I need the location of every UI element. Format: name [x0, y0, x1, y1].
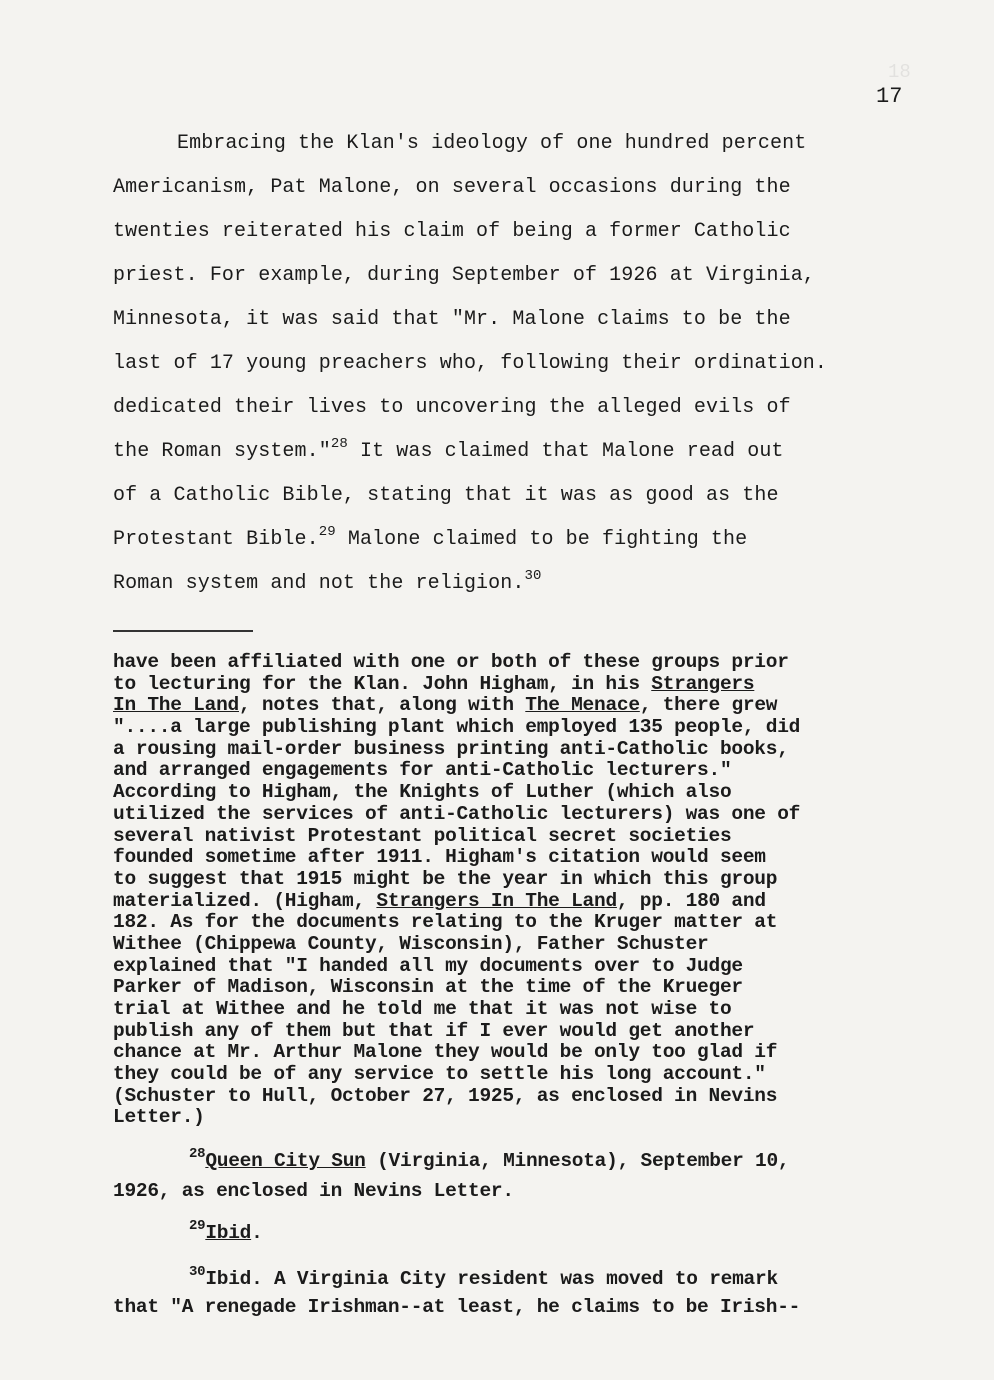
body-line	[113, 518, 883, 562]
footnote-text: Ibid	[205, 1222, 252, 1244]
body-line: of a Catholic Bible, stating that it was as good as the	[113, 484, 779, 507]
page-number: 17	[876, 84, 903, 109]
note-line: to suggest that 1915 might be the year in which this group	[113, 867, 778, 890]
note-line: 182. As for the documents relating to the Kruger matter at	[113, 911, 778, 934]
newspaper-title: Queen City Sun	[205, 1150, 366, 1172]
body-line	[113, 562, 883, 606]
footnote-number: 29	[189, 1218, 206, 1234]
footnote-number: 30	[189, 1264, 206, 1280]
note-line	[113, 695, 913, 717]
footnote-continuation	[113, 652, 913, 1129]
note-text: , there grew	[639, 694, 778, 717]
note-text: to lecturing for the Klan. John Higham, in his	[113, 672, 652, 695]
footnote-number: 28	[189, 1146, 206, 1162]
note-line: they could be of any service to settle his long account."	[113, 1063, 766, 1086]
body-line: Minnesota, it was said that "Mr. Malone claims to be the	[113, 308, 791, 331]
body-line: last of 17 young preachers who, following their ordination.	[113, 352, 828, 375]
note-line: publish any of them but that if I ever would get another	[113, 1019, 755, 1042]
note-line: explained that "I handed all my documents over to Judge	[113, 954, 743, 977]
note-line	[113, 891, 913, 913]
body-line	[113, 430, 883, 474]
note-line: utilized the services of anti-Catholic lecturers) was one of	[113, 802, 801, 825]
body-text: the Roman system."	[113, 440, 331, 463]
note-line: trial at Withee and he told me that it was not wise to	[113, 998, 732, 1020]
note-line: Parker of Madison, Wisconsin at the time of the Krueger	[113, 976, 743, 999]
book-title: In The Land	[113, 694, 239, 717]
footnote-text: (Virginia, Minnesota), September 10,	[365, 1150, 790, 1172]
note-line: a rousing mail-order business printing anti-Catholic books,	[113, 737, 789, 760]
periodical-title: The Menace	[525, 694, 640, 717]
footnote-divider	[113, 630, 253, 632]
note-line: have been affiliated with one or both of these groups prior	[113, 651, 789, 673]
footnote-28-line2: 1926, as enclosed in Nevins Letter.	[113, 1180, 514, 1202]
body-paragraph	[113, 122, 883, 606]
footnote-28	[113, 1146, 790, 1172]
book-title: Strangers	[651, 672, 755, 695]
footnote-ref: 28	[330, 436, 348, 452]
body-line: twenties reiterated his claim of being a former Catholic	[113, 220, 791, 243]
book-title: Strangers In The Land	[376, 889, 617, 912]
note-text: , pp. 180 and	[616, 889, 766, 912]
note-text: , notes that, along with	[238, 694, 526, 717]
footnote-30-line2: that "A renegade Irishman--at least, he claims to be Irish--	[113, 1296, 801, 1318]
note-line: "....a large publishing plant which employed 135 people, did	[113, 716, 801, 739]
body-text: Protestant Bible.	[113, 528, 319, 551]
note-line: several nativist Protestant political secret societies	[113, 824, 732, 847]
body-text: It was claimed that Malone read out	[347, 440, 784, 463]
ghost-page-number: 18	[888, 61, 911, 83]
note-line: Letter.)	[113, 1106, 205, 1129]
body-text: Roman system and not the religion.	[113, 572, 525, 595]
note-text: materialized. (Higham,	[113, 889, 377, 912]
footnote-text: .	[251, 1222, 263, 1244]
footnote-text: Ibid. A Virginia City resident was moved to remark	[205, 1268, 778, 1290]
body-line: Embracing the Klan's ideology of one hundred percent	[177, 132, 807, 155]
footnote-ref: 30	[524, 568, 542, 584]
note-line: chance at Mr. Arthur Malone they would be only too glad if	[113, 1041, 778, 1064]
note-line: Withee (Chippewa County, Wisconsin), Father Schuster	[113, 932, 709, 955]
footnote-ref: 29	[318, 524, 336, 540]
body-line: dedicated their lives to uncovering the alleged evils of	[113, 396, 791, 419]
note-line	[113, 674, 913, 696]
note-line: According to Higham, the Knights of Luther (which also	[113, 781, 732, 804]
note-line: founded sometime after 1911. Higham's citation would seem	[113, 846, 766, 869]
note-line: and arranged engagements for anti-Catholic lecturers."	[113, 759, 732, 782]
body-line: priest. For example, during September of 1926 at Virginia,	[113, 264, 815, 287]
footnote-29	[113, 1218, 263, 1244]
body-line: Americanism, Pat Malone, on several occasions during the	[113, 176, 791, 199]
note-line: (Schuster to Hull, October 27, 1925, as enclosed in Nevins	[113, 1084, 778, 1107]
body-text: Malone claimed to be fighting the	[335, 528, 748, 551]
footnote-30	[113, 1264, 778, 1290]
